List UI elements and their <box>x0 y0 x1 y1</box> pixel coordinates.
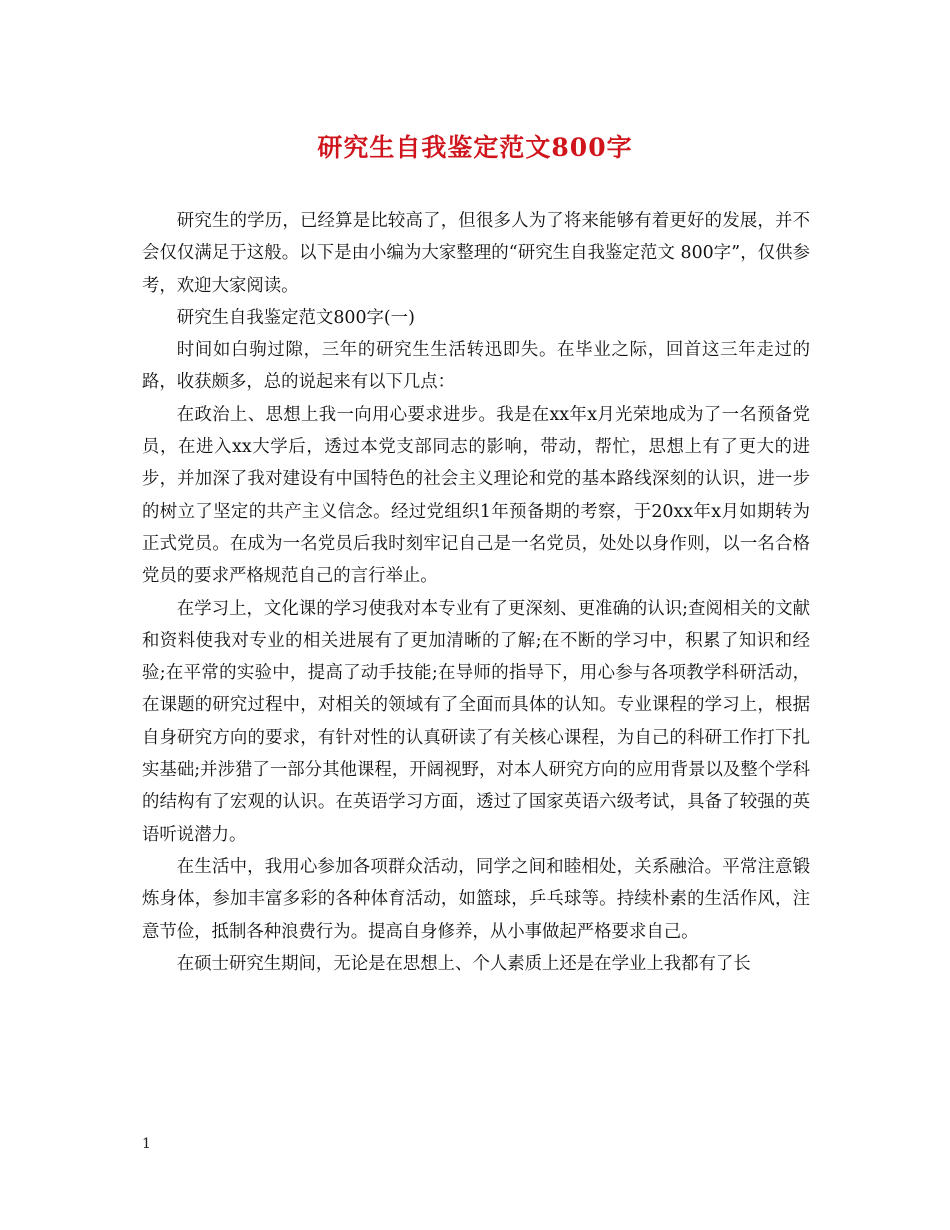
section-heading: 研究生自我鉴定范文800字(一) <box>176 307 415 328</box>
page-number: 1 <box>142 1136 151 1152</box>
document-title: 研究生自我鉴定范文800字 <box>317 133 633 162</box>
body-paragraph: 在硕士研究生期间，无论是在思想上、个人素质上还是在学业上我都有了长 <box>176 953 751 974</box>
body-paragraph: 时间如白驹过隙，三年的研究生生活转迅即失。在毕业之际，回首这三年走过的路，收获颇多，总的说起来有以下几点： <box>142 340 810 393</box>
document-body <box>142 205 810 980</box>
intro-paragraph: 研究生的学历，已经算是比较高了，但很多人为了将来能够有着更好的发展，并不会仅仅满足于这般。以下是由小编为大家整理的“研究生自我鉴定范文 800字”，仅供参考，欢迎大家阅读。 <box>142 211 810 296</box>
body-paragraph: 在学习上，文化课的学习使我对本专业有了更深刻、更准确的认识;查阅相关的文献和资料使我对专业的相关进展有了更加清晰的了解;在不断的学习中，积累了知识和经验;在平常的实验中，提高了动手技能;在导师的指导下，用心参与各项教学科研活动，在课题的研究过程中，对相关的领域有了全面而具体的认知。专业课程的学习上，根据自身研究方向的要求，有针对性的认真研读了有关核心课程，为自己的科研工作打下扎实基础;并涉猎了一部分其他课程，开阔视野，对本人研究方向的应用背景以及整个学科的结构有了宏观的认识。在英语学习方面，透过了国家英语六级考试，具备了较强的英语听说潜力。 <box>142 598 810 845</box>
body-paragraph: 在生活中，我用心参加各项群众活动，同学之间和睦相处，关系融洽。平常注意锻炼身体，参加丰富多彩的各种体育活动，如篮球，乒乓球等。持续朴素的生活作风，注意节俭，抵制各种浪费行为。提高自身修养，从小事做起严格要求自己。 <box>142 856 810 942</box>
body-paragraph: 在政治上、思想上我一向用心要求进步。我是在xx年x月光荣地成为了一名预备党员，在进入xx大学后，透过本党支部同志的影响，带动，帮忙，思想上有了更大的进步，并加深了我对建设有中国特色的社会主义理论和党的基本路线深刻的认识，进一步的树立了坚定的共产主义信念。经过党组织1年预备期的考察，于20xx年x月如期转为正式党员。在成为一名党员后我时刻牢记自己是一名党员，处处以身作则，以一名合格党员的要求严格规范自己的言行举止。 <box>142 404 810 587</box>
